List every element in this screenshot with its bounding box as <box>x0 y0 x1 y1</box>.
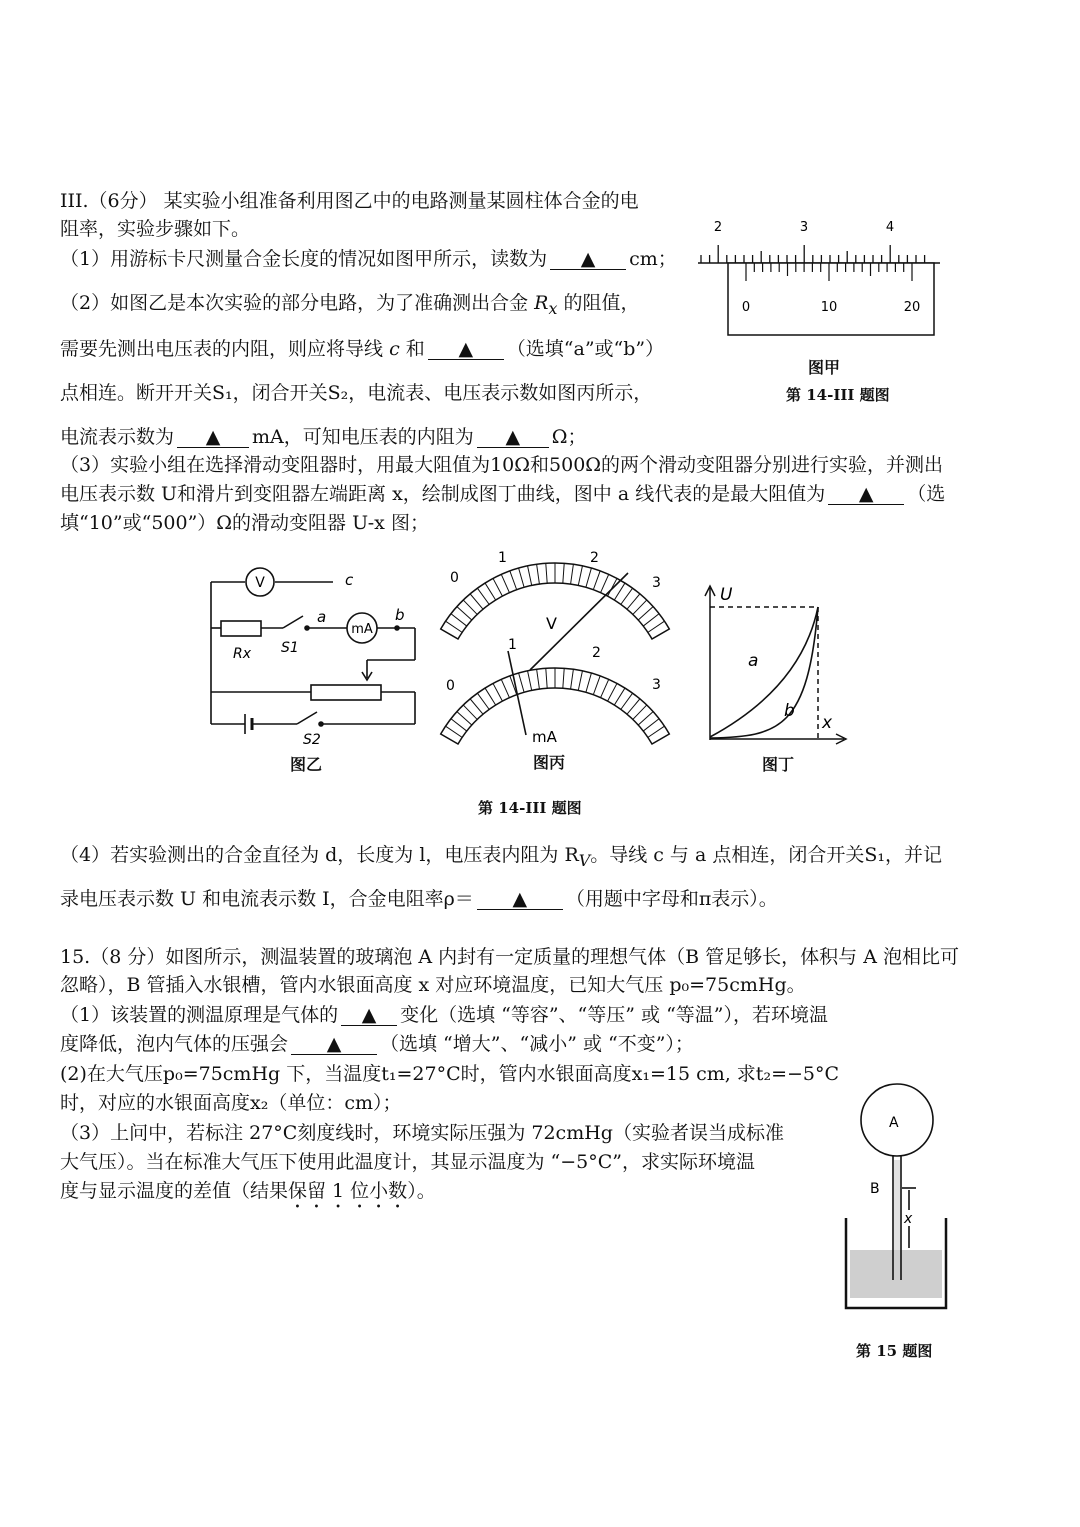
q14-part2-line3: 点相连。断开开关S₁，闭合开关S₂，电流表、电压表示数如图丙所示， <box>60 382 653 404</box>
dial-tick <box>485 688 496 705</box>
q14-part2-text-d: 和 <box>405 338 425 360</box>
rx-symbol <box>534 292 558 318</box>
dial-tick <box>463 600 477 614</box>
q15-line9-text-a: 度与显示温度的差值（结果 <box>60 1180 289 1202</box>
answer-blank: ▲ <box>177 427 249 448</box>
q14-part1-text: （1）用游标卡尺测量合金长度的情况如图甲所示，读数为 <box>60 248 548 270</box>
dial-tick <box>441 734 458 744</box>
meters-figure <box>440 545 680 745</box>
dial-tick <box>501 574 509 592</box>
dial-tick <box>451 614 467 626</box>
vernier-label-0: 0 <box>741 300 751 315</box>
rx-label: Rx <box>233 646 252 662</box>
dial-tick <box>519 568 525 587</box>
vernier-caliper-figure <box>690 215 950 345</box>
curve-a-label: a <box>748 651 759 671</box>
dial-tick <box>477 693 489 709</box>
dial-tick <box>601 574 609 592</box>
dial-tick <box>627 699 640 714</box>
answer-blank: ▲ <box>477 889 563 910</box>
dial-tick <box>441 629 458 639</box>
dial-tick <box>614 688 625 705</box>
dial-tick <box>627 594 640 609</box>
bulb-a-label: A <box>889 1115 899 1131</box>
q14-part4-line1 <box>60 842 942 874</box>
q14-part3-line3: 填“10”或“500”）Ω的滑动变阻器 U-x 图； <box>60 512 429 534</box>
main-scale-label-4: 4 <box>885 220 895 235</box>
q15-line8: 大气压）。当在标准大气压下使用此温度计，其显示温度为 “−5°C”，求实际环境温 <box>60 1151 756 1173</box>
q14-part4-text-a: （4）若实验测出的合金直径为 d，长度为 l，电压表内阻为 R <box>60 844 579 866</box>
q15-part1-text-a: （1）该装置的测温原理是气体的 <box>60 1004 339 1026</box>
curve-b-label: b <box>784 701 795 721</box>
answer-blank: ▲ <box>550 249 626 270</box>
q14-part3-text-c: （选 <box>907 483 946 505</box>
q15-line4 <box>60 1031 694 1057</box>
q15-part1-text-d: （选填 “增大”、“减小” 或 “不变”）； <box>380 1033 694 1055</box>
ma-tick-2: 2 <box>592 645 601 661</box>
point-a-label: a <box>317 608 327 626</box>
q14-intro-line2: 阻率，实验步骤如下。 <box>60 218 251 240</box>
dial-tick <box>501 679 509 697</box>
dial-tick <box>510 571 517 590</box>
q15-emphasis-text: 保留 1 位小数 <box>288 1180 408 1202</box>
q14-part1 <box>60 246 677 272</box>
dial-tick <box>593 571 600 590</box>
dial-tick <box>546 563 547 583</box>
mercury <box>850 1250 942 1298</box>
q14-part4-text-b: 。导线 c 与 a 点相连，闭合开关S₁，并记 <box>590 844 942 866</box>
q14-part1-unit: cm； <box>629 248 677 270</box>
dial-tick <box>563 563 564 583</box>
wire-c-label: c <box>345 571 354 589</box>
q15-line7: （3）上问中，若标注 27°C刻度线时，环境实际压强为 72cmHg（实验者误当成标准 <box>60 1122 784 1144</box>
ma-tick-0: 0 <box>446 678 455 694</box>
dial-tick <box>451 719 467 731</box>
q14-part2-text-i: Ω； <box>551 426 587 448</box>
dial-tick <box>608 683 617 701</box>
main-scale-label-3: 3 <box>799 220 809 235</box>
dial-tick <box>457 607 472 620</box>
q14-part2-text-b: 的阻值， <box>563 292 640 314</box>
dial-tick <box>571 669 574 689</box>
q14-part2-text-g: 电流表示数为 <box>60 426 175 448</box>
circuit-figure <box>205 560 435 748</box>
dial-tick <box>457 712 472 725</box>
main-scale-label-2: 2 <box>713 220 723 235</box>
dial-tick <box>638 712 653 725</box>
s1-label: S1 <box>281 640 299 656</box>
q15-part1-text-c: 度降低，泡内气体的压强会 <box>60 1033 289 1055</box>
answer-blank: ▲ <box>428 339 504 360</box>
voltmeter-label: V <box>546 614 557 633</box>
dial-tick <box>528 671 532 691</box>
dial-tick <box>463 705 477 719</box>
ammeter-symbol: mA <box>351 622 373 637</box>
fig-ding-caption: 图丁 <box>762 755 795 774</box>
dial-tick <box>446 621 463 632</box>
dial-tick <box>648 726 665 737</box>
v-tick-0: 0 <box>450 570 459 586</box>
dial-tick <box>485 583 496 600</box>
v-tick-2: 2 <box>590 550 599 566</box>
q15-part1-text-b: 变化（选填 “等容”、“等压” 或 “等温”），若环境温 <box>400 1004 828 1026</box>
answer-blank: ▲ <box>477 427 549 448</box>
height-x-label: x <box>904 1211 913 1227</box>
v-tick-3: 3 <box>652 575 661 591</box>
dial-tick <box>608 578 617 596</box>
wire-c-symbol: c <box>389 338 400 360</box>
dial-tick <box>621 588 633 604</box>
ux-graph-figure <box>700 580 850 750</box>
answer-blank: ▲ <box>341 1005 397 1026</box>
fig-row-caption: 第 14-III 题图 <box>478 799 582 817</box>
q15-line1: 15.（8 分）如图所示，测温装置的玻璃泡 A 内封有一定质量的理想气体（B 管足够长，体积与 A 泡相比可 <box>60 946 959 968</box>
voltmeter-symbol: V <box>255 575 265 591</box>
dial-tick <box>578 566 582 586</box>
fig-bing-caption: 图丙 <box>533 753 566 772</box>
q15-line9-text-c: ）。 <box>407 1180 436 1202</box>
fig-jia-caption: 图甲 <box>808 358 841 377</box>
curve-b <box>710 607 818 738</box>
q15-line5: (2)在大气压p₀=75cmHg 下，当温度t₁=27°C时，管内水银面高度x₁=15 cm, 求t₂=−5°C <box>60 1063 840 1085</box>
q14-part4-text-d: （用题中字母和π表示）。 <box>565 888 778 910</box>
fig-jia-question-caption: 第 14-III 题图 <box>786 386 890 404</box>
dial-tick <box>563 668 564 688</box>
dial-tick <box>586 673 592 692</box>
dial-tick <box>470 699 483 714</box>
tube-b-label: B <box>870 1181 880 1197</box>
dial-tick <box>446 726 463 737</box>
vernier-label-10: 10 <box>820 300 838 315</box>
q14-part2-line2 <box>60 336 664 362</box>
fig-yi-caption: 图乙 <box>290 755 323 774</box>
answer-blank: ▲ <box>291 1034 377 1055</box>
q14-part4-text-c: 录电压表示数 U 和电流表示数 I，合金电阻率ρ＝ <box>60 888 474 910</box>
q14-part2-text-a: （2）如图乙是本次实验的部分电路，为了准确测出合金 <box>60 292 529 314</box>
dial-tick <box>601 679 609 697</box>
dial-tick <box>652 734 669 744</box>
voltmeter-pointer <box>530 573 628 670</box>
dial-tick <box>493 578 502 596</box>
point-b-label: b <box>395 606 405 624</box>
dial-tick <box>493 683 502 701</box>
q15-line6: 时，对应的水银面高度x₂（单位：cm）； <box>60 1092 402 1114</box>
answer-blank: ▲ <box>828 484 904 505</box>
dial-tick <box>537 669 540 689</box>
x-axis-label: x <box>822 713 833 733</box>
u-axis-label: U <box>720 585 733 605</box>
rv-subscript: V <box>578 850 591 870</box>
dial-tick <box>571 564 574 584</box>
q14-part3-line1: （3）实验小组在选择滑动变阻器时，用最大阻值为10Ω和500Ω的两个滑动变阻器分别进行实验，并测出 <box>60 454 944 476</box>
v-tick-1: 1 <box>498 550 507 566</box>
q15-line9 <box>60 1178 436 1213</box>
ma-tick-3: 3 <box>652 677 661 693</box>
dial-tick <box>470 594 483 609</box>
dial-tick <box>477 588 489 604</box>
dial-tick <box>652 629 669 639</box>
dial-tick <box>648 621 665 632</box>
q14-part3-text-b: 电压表示数 U和滑片到变阻器左端距离 x，绘制成图丁曲线，图中 a 线代表的是最大阻值为 <box>60 483 826 505</box>
dial-tick <box>621 693 633 709</box>
s2-label: S2 <box>303 732 321 748</box>
q14-part2-line4 <box>60 424 587 450</box>
q15-line2: 忽略），B 管插入水银槽，管内水银面高度 x 对应环境温度，已知大气压 p₀=75cmHg。 <box>60 974 806 996</box>
q15-line3 <box>60 1002 828 1028</box>
q14-part2-text-h: mA，可知电压表的内阻为 <box>252 426 474 448</box>
gas-thermometer-figure <box>838 1080 958 1320</box>
vernier-label-20: 20 <box>903 300 921 315</box>
dial-tick <box>519 673 525 692</box>
q14-part2-text-e: （选填“a”或“b”） <box>506 338 665 360</box>
curve-a <box>710 607 818 737</box>
ammeter-label: mA <box>532 728 557 746</box>
dial-tick <box>593 676 600 695</box>
dial-tick <box>633 600 647 614</box>
q14-part3-line2 <box>60 481 945 507</box>
fig15-caption: 第 15 题图 <box>856 1342 933 1360</box>
dial-tick <box>528 566 532 586</box>
q14-part4-line2 <box>60 886 778 912</box>
q14-part2-line1 <box>60 290 639 322</box>
rx-subscript: x <box>548 298 558 318</box>
dial-tick <box>546 668 547 688</box>
ma-tick-1: 1 <box>508 637 517 653</box>
rx-letter: R <box>534 292 549 314</box>
q14-part2-text-c: 需要先测出电压表的内阻，则应将导线 <box>60 338 384 360</box>
dial-tick <box>638 607 653 620</box>
dial-tick <box>586 568 592 587</box>
dial-tick <box>643 719 659 731</box>
dial-tick <box>578 671 582 691</box>
dial-tick <box>537 564 540 584</box>
dial-tick <box>643 614 659 626</box>
q14-intro-line1: III.（6分） 某实验小组准备利用图乙中的电路测量某圆柱体合金的电 <box>60 190 639 212</box>
dial-tick <box>633 705 647 719</box>
